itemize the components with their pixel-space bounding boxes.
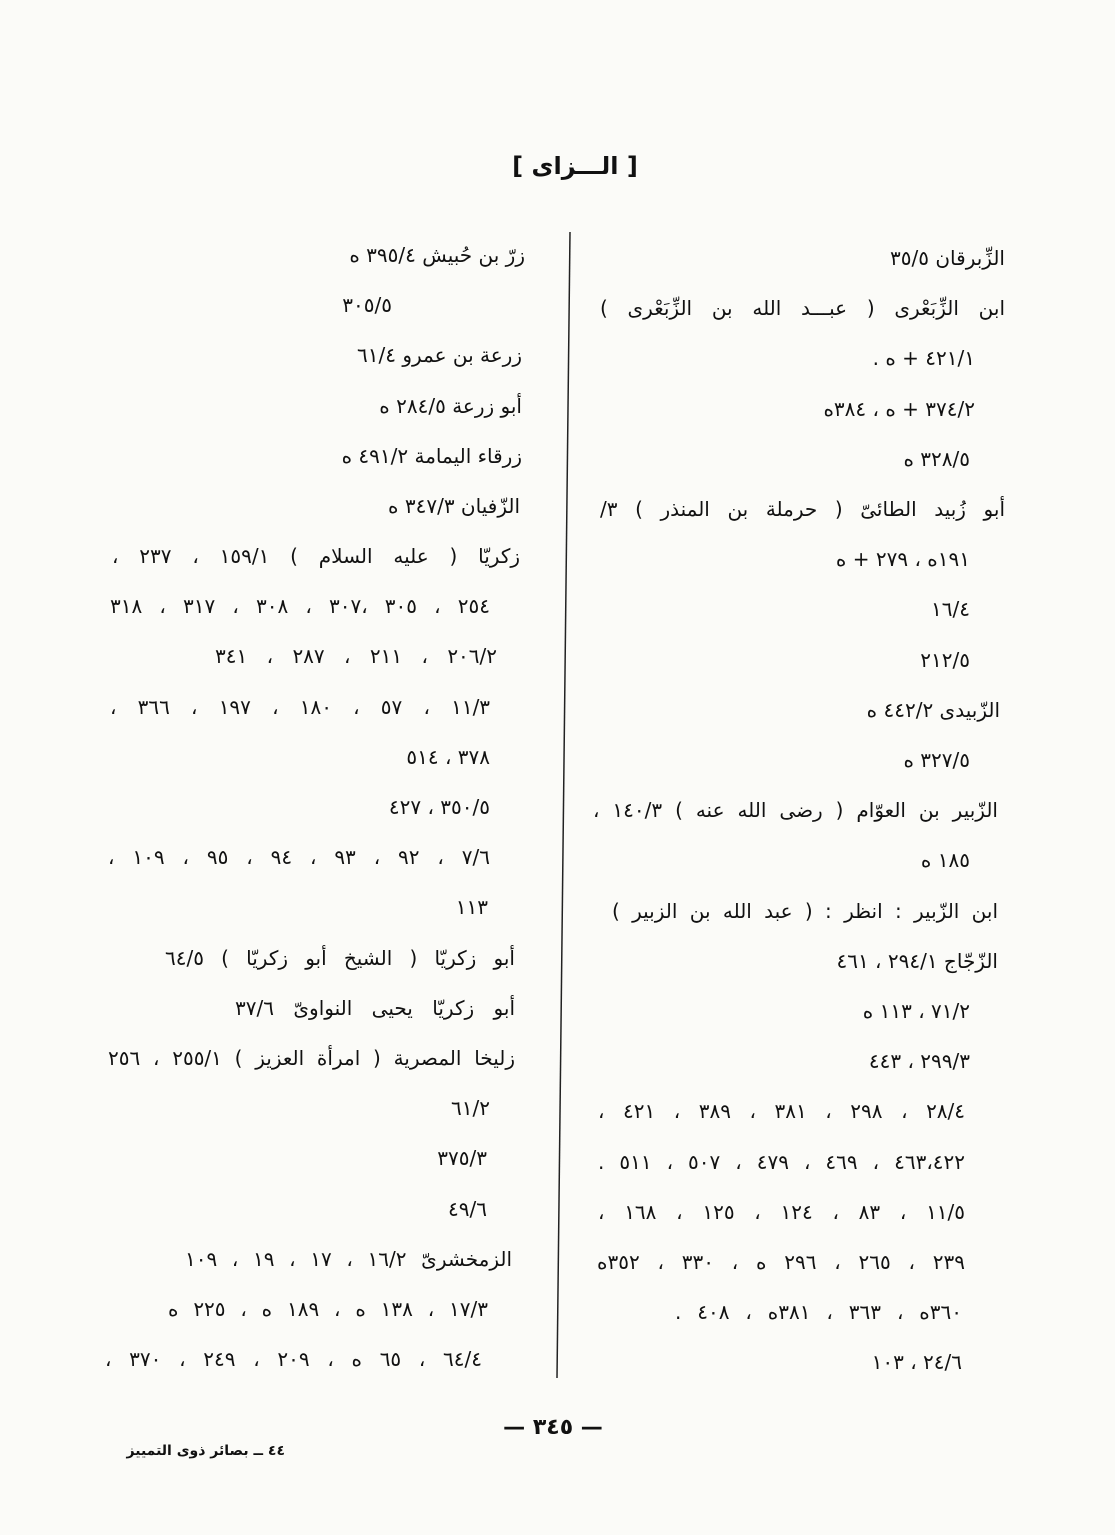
left-column-line: ١١/٣ ، ٥٧ ، ١٨٠ ، ١٩٧ ، ٣٦٦ ،: [110, 695, 491, 719]
left-column-line: ٢٠٦/٢ ، ٢١١ ، ٢٨٧ ، ٣٤١: [215, 644, 498, 668]
right-column-line: الزّبيدى ٤٤٢/٢ ه: [866, 698, 1000, 722]
left-column-line: ٣٧٥/٣: [437, 1146, 487, 1170]
left-column-line: ٣٧٨ ، ٥١٤: [406, 745, 490, 769]
right-column-line: ٢١٢/٥: [920, 648, 970, 672]
left-column-line: أبو زكريّا يحيى النواوىّ ٣٧/٦: [235, 996, 515, 1020]
right-column-line: ١٨٥ ه: [920, 848, 970, 872]
left-column-line: ٣٥٠/٥ ، ٤٢٧: [388, 795, 490, 819]
right-column-line: ٢٩٩/٣ ، ٤٤٣: [868, 1049, 970, 1073]
right-column-line: ابن الزّبير : انظر : ( عبد الله بن الزبير ): [612, 899, 998, 923]
left-column-line: زرّ بن حُبيش ٣٩٥/٤ ه: [349, 243, 525, 267]
right-column-line: ٣٢٨/٥ ه: [903, 447, 970, 471]
left-column-line: ٣٠٥/٥: [342, 293, 392, 317]
right-column-line: الزِّبرقان ٣٥/٥: [890, 246, 1005, 270]
section-header: [ الـــزاى ]: [512, 152, 638, 180]
left-column-line: ١٧/٣ ، ١٣٨ ه ، ١٨٩ ه ، ٢٢٥ ه: [168, 1297, 488, 1321]
left-column-line: أبو زكريّا ( الشيخ أبو زكريّا ) ٦٤/٥: [165, 946, 515, 970]
right-column-line: ٣٢٧/٥ ه: [903, 748, 970, 772]
right-column-line: ٢٤/٦ ، ١٠٣: [871, 1350, 962, 1374]
right-column-line: ١٩١ه ، ٢٧٩ + ه: [835, 547, 970, 571]
right-column-line: ٤٦٣،٤٢٢ ، ٤٦٩ ، ٤٧٩ ، ٥٠٧ ، ٥١١ .: [598, 1150, 966, 1174]
right-column-line: ابن الزِّبَعْرى ( عبـــد الله بن الزِّبَعْرى ): [600, 296, 1005, 320]
right-column-line: ٣٧٤/٢ + ه ، ٣٨٤ه: [823, 397, 975, 421]
left-column-line: زرعة بن عمرو ٦١/٤: [357, 343, 522, 367]
left-column-line: ١١٣: [455, 895, 488, 919]
left-column-line: زليخا المصرية ( امرأة العزيز ) ٢٥٥/١ ، ٢٥٦: [108, 1046, 515, 1070]
right-column-line: ١١/٥ ، ٨٣ ، ١٢٤ ، ١٢٥ ، ١٦٨ ،: [598, 1200, 966, 1224]
right-column-line: الزّجّاج ٢٩٤/١ ، ٤٦١: [836, 949, 998, 973]
left-column-line: زكريّا ( عليه السلام ) ١٥٩/١ ، ٢٣٧ ،: [112, 544, 521, 568]
left-column-line: الزّفيان ٣٤٧/٣ ه: [388, 494, 520, 518]
right-column-line: أبو زُبيد الطائىّ ( حرملة بن المنذر ) ٣/: [600, 497, 1005, 521]
left-column-line: زرقاء اليمامة ٤٩١/٢ ه: [341, 444, 522, 468]
left-column-line: الزمخشرىّ ١٦/٢ ، ١٧ ، ١٩ ، ١٠٩: [185, 1247, 513, 1271]
left-column-line: أبو زرعة ٢٨٤/٥ ه: [379, 394, 522, 418]
footer-signature: ٤٤ ــ بصائر ذوى التمييز: [126, 1443, 285, 1459]
left-column-line: ٢٥٤ ، ٣٠٥ ،٣٠٧ ، ٣٠٨ ، ٣١٧ ، ٣١٨: [110, 594, 491, 618]
left-column-line: ٤٩/٦: [448, 1197, 487, 1221]
left-column-line: ٦١/٢: [451, 1096, 490, 1120]
left-column-line: ٧/٦ ، ٩٢ ، ٩٣ ، ٩٤ ، ٩٥ ، ١٠٩ ،: [108, 845, 491, 869]
right-column-line: الزّبير بن العوّام ( رضى الله عنه ) ١٤٠/٣ ،: [593, 798, 998, 822]
right-column-line: ٧١/٢ ، ١١٣ ه: [862, 999, 970, 1023]
right-column-line: ٢٨/٤ ، ٢٩٨ ، ٣٨١ ، ٣٨٩ ، ٤٢١ ،: [598, 1099, 966, 1123]
right-column-line: ٣٦٠ه ، ٣٦٣ ، ٣٨١ه ، ٤٠٨ .: [675, 1300, 963, 1324]
page-number: — ٣٤٥ —: [503, 1415, 603, 1440]
right-column-line: ٢٣٩ ، ٢٦٥ ، ٢٩٦ ه ، ٣٣٠ ، ٣٥٢ه: [597, 1250, 966, 1274]
right-column-line: ٤٢١/١ + ه .: [872, 346, 975, 370]
left-column-line: ٦٤/٤ ، ٦٥ ه ، ٢٠٩ ، ٢٤٩ ، ٣٧٠ ،: [105, 1347, 483, 1371]
right-column-line: ١٦/٤: [931, 597, 970, 621]
